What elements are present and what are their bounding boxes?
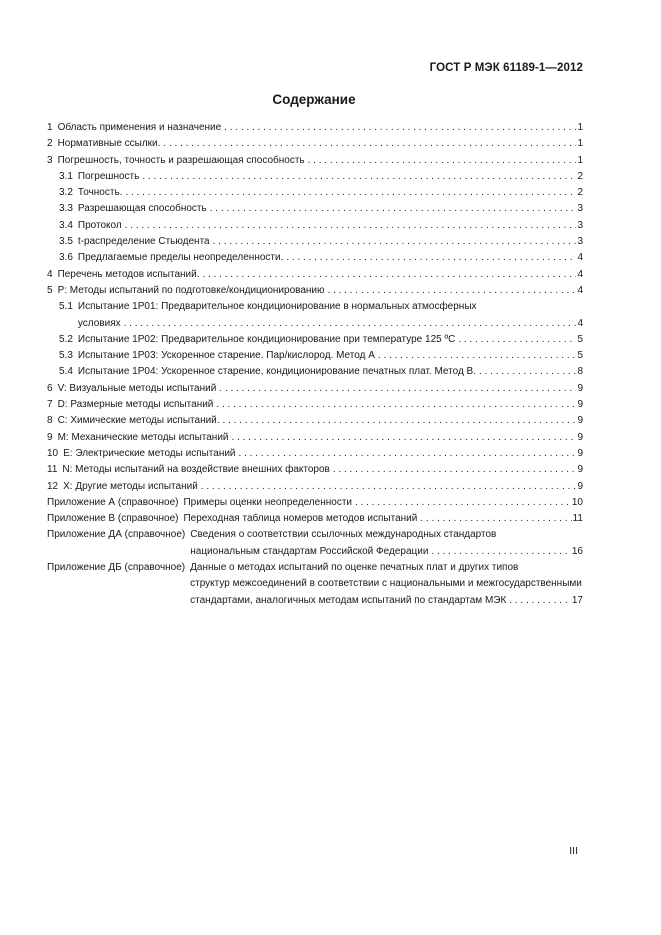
toc-entry-number: 3.5 — [59, 236, 73, 248]
toc-dot-leader — [431, 544, 570, 560]
toc-entry[interactable] — [47, 136, 583, 152]
toc-entry-page: 9 — [577, 382, 583, 394]
toc-entry-number: 7 — [47, 399, 53, 411]
toc-entry-title: Данные о методах испытаний по оценке печатных плат и других типов — [190, 562, 519, 574]
toc-entry-title: C: Химические методы испытаний. — [57, 415, 220, 427]
toc-entry-page: 1 — [577, 122, 583, 133]
toc-entry-title: национальным стандартам Российской Федерации — [190, 545, 429, 557]
toc-dot-leader — [509, 593, 571, 609]
toc-entry-number: 1 — [47, 122, 53, 133]
toc-entry-title: V: Визуальные методы испытаний — [57, 382, 217, 394]
toc-entry[interactable] — [47, 250, 583, 266]
toc-entry-page: 11 — [572, 513, 583, 525]
toc-entry-number: 3.2 — [59, 187, 73, 199]
toc-entry-number: 5.3 — [59, 350, 73, 362]
toc-entry-title: стандартами, аналогичных методам испытаний по стандартам МЭК — [190, 594, 507, 606]
toc-entry[interactable] — [47, 185, 583, 201]
toc-entry-number: 2 — [47, 138, 53, 150]
toc-dot-leader — [163, 136, 576, 152]
toc-dot-leader — [232, 430, 577, 446]
toc-entry[interactable] — [47, 332, 583, 348]
toc-entry-page: 5 — [577, 350, 583, 362]
toc-entry-number: 11 — [47, 464, 58, 476]
toc-entry-page: 9 — [577, 464, 583, 476]
toc-entry-title: Перечень методов испытаний. — [57, 268, 200, 280]
toc-entry-title: Предлагаемые пределы неопределенности. — [77, 252, 284, 264]
toc-dot-leader — [308, 153, 577, 169]
toc-entry-page: 4 — [577, 252, 583, 264]
toc-entry[interactable] — [47, 120, 583, 136]
toc-entry-number: Приложение ДА (справочное) — [47, 529, 186, 541]
toc-dot-leader — [125, 185, 576, 201]
toc-entry-title: X: Другие методы испытаний — [63, 480, 198, 492]
toc-entry-number: Приложение В (справочное) — [47, 513, 179, 525]
toc-entry[interactable] — [47, 397, 583, 413]
toc-entry-number: 3.1 — [59, 170, 73, 182]
toc-entry-title: Точность. — [77, 187, 123, 199]
toc-entry[interactable] — [47, 348, 583, 364]
toc-dot-leader — [458, 332, 576, 348]
toc-entry-title: D: Размерные методы испытаний — [57, 399, 214, 411]
toc-entry-number: 6 — [47, 382, 53, 394]
toc-dot-leader — [333, 462, 577, 478]
toc-entry-title: структур межсоединений в соответствии с национальными и межгосударственными — [190, 578, 582, 590]
toc-entry-title: Погрешность, точность и разрешающая способность — [57, 154, 305, 166]
toc-entry-number: 5.1 — [59, 301, 73, 313]
toc-entry-page: 2 — [577, 187, 583, 199]
toc-dot-leader — [201, 479, 577, 495]
toc-entry[interactable] — [47, 267, 583, 283]
toc-entry-title: M: Механические методы испытаний — [57, 431, 229, 443]
toc-entry[interactable] — [47, 430, 583, 446]
toc-entry-page: 9 — [577, 399, 583, 411]
toc-entry-title: Переходная таблица номеров методов испытаний — [183, 513, 418, 525]
toc-entry-page: 5 — [577, 333, 583, 345]
toc-dot-leader — [124, 316, 577, 332]
toc-entry[interactable] — [47, 169, 583, 185]
toc-entry-title: P: Методы испытаний по подготовке/кондиционированию — [57, 284, 325, 296]
toc-entry-title: Протокол — [77, 219, 122, 231]
toc-entry[interactable] — [47, 364, 583, 380]
toc-entry-page: 4 — [577, 268, 583, 280]
toc-entry-title: E: Электрические методы испытаний — [63, 447, 236, 459]
toc-entry[interactable] — [47, 153, 583, 169]
toc-entry-page: 2 — [577, 170, 583, 182]
toc-entry-title: Нормативные ссылки. — [57, 138, 161, 150]
toc-entry-title: Испытание 1P01: Предварительное кондиционирование в нормальных атмосферных — [77, 301, 477, 313]
toc-entry[interactable] — [47, 527, 583, 560]
toc-entry[interactable] — [47, 381, 583, 397]
toc-dot-leader — [479, 364, 576, 380]
toc-dot-leader — [239, 446, 577, 462]
toc-entry-title: Испытание 1P04: Ускоренное старение, кондиционирование печатных плат. Метод В. — [77, 366, 477, 378]
toc-entry-page: 3 — [577, 203, 583, 215]
toc-entry-title: Погрешность — [77, 170, 140, 182]
toc-entry[interactable] — [47, 283, 583, 299]
toc-entry[interactable] — [47, 218, 583, 234]
toc-entry[interactable] — [47, 511, 583, 527]
toc-entry-number: 3.3 — [59, 203, 73, 215]
toc-entry-number: 3.6 — [59, 252, 73, 264]
toc-entry-page: 9 — [577, 480, 583, 492]
toc-entry-title: Сведения о соответствии ссылочных международных стандартов — [190, 529, 497, 541]
toc-dot-leader — [355, 495, 571, 511]
toc-entry[interactable] — [47, 560, 583, 609]
toc-entry-page: 3 — [577, 236, 583, 248]
toc-entry[interactable] — [47, 462, 583, 478]
toc-entry[interactable] — [47, 446, 583, 462]
toc-entry-number: Приложение ДБ (справочное) — [47, 562, 186, 574]
toc-entry-page: 4 — [577, 284, 583, 296]
toc-entry-number: 10 — [47, 447, 59, 459]
toc-entry-title: Испытание 1P02: Предварительное кондиционирование при температуре 125 ºC — [77, 333, 456, 345]
toc-dot-leader — [213, 234, 577, 250]
toc-entry-page: 17 — [571, 594, 583, 606]
toc-dot-leader — [210, 201, 577, 217]
toc-entry-page: 1 — [577, 138, 583, 150]
toc-dot-leader — [216, 397, 576, 413]
toc-entry-title: Область применения и назначение — [57, 122, 222, 133]
toc-entry-number: 4 — [47, 268, 53, 280]
toc-entry[interactable] — [47, 299, 583, 332]
toc-entry-page: 9 — [577, 431, 583, 443]
toc-entry-number: 12 — [47, 480, 59, 492]
toc-entry[interactable] — [47, 495, 583, 511]
toc-entry-page: 4 — [577, 317, 583, 329]
toc-entry[interactable] — [47, 201, 583, 217]
toc-entry-page: 10 — [571, 496, 583, 508]
toc-entry-number: 5.2 — [59, 333, 73, 345]
toc-entry-page: 1 — [577, 154, 583, 166]
toc-dot-leader — [223, 413, 577, 429]
toc-entry-number: 9 — [47, 431, 53, 443]
toc-entry-page: 8 — [577, 366, 583, 378]
toc-dot-leader — [328, 283, 577, 299]
toc-entry-number: 8 — [47, 415, 53, 427]
toc-entry-title: Испытание 1P03: Ускоренное старение. Пар/кислород. Метод А — [77, 350, 375, 362]
page-number: III — [569, 845, 578, 857]
toc-dot-leader — [378, 348, 577, 364]
toc-entry-title: Разрешающая способность — [77, 203, 207, 215]
toc-entry-page: 9 — [577, 415, 583, 427]
table-of-contents — [47, 120, 583, 609]
toc-entry[interactable] — [47, 413, 583, 429]
document-code: ГОСТ Р МЭК 61189-1—2012 — [429, 62, 583, 74]
toc-dot-leader — [142, 169, 576, 185]
toc-entry-number: 3.4 — [59, 219, 73, 231]
toc-entry-number: 3 — [47, 154, 53, 166]
toc-entry-page: 3 — [577, 219, 583, 231]
toc-entry-number: Приложение А (справочное) — [47, 496, 179, 508]
toc-dot-leader — [286, 250, 576, 266]
toc-entry-title: условиях — [77, 317, 121, 329]
toc-entry-page: 16 — [571, 545, 583, 557]
toc-dot-leader — [224, 120, 576, 136]
toc-entry-page: 9 — [577, 447, 583, 459]
toc-dot-leader — [219, 381, 576, 397]
toc-entry-title: N: Методы испытаний на воздействие внешних факторов — [62, 464, 330, 476]
toc-dot-leader — [202, 267, 576, 283]
toc-entry-number: 5 — [47, 284, 53, 296]
toc-title: Содержание — [272, 92, 356, 107]
toc-entry-number: 5.4 — [59, 366, 73, 378]
toc-entry-title: t-распределение Стьюдента — [77, 236, 210, 248]
toc-entry-title: Примеры оценки неопределенности — [183, 496, 352, 508]
toc-dot-leader — [420, 511, 571, 527]
toc-entry[interactable] — [47, 479, 583, 495]
toc-dot-leader — [125, 218, 577, 234]
toc-entry[interactable] — [47, 234, 583, 250]
